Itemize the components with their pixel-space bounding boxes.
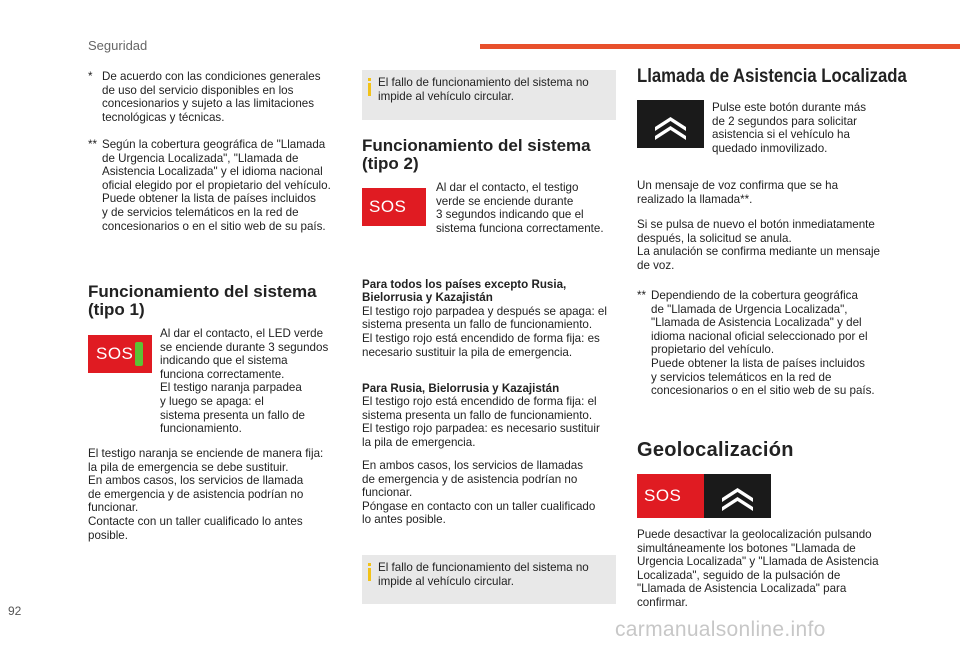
footnote-3-mark: **	[637, 289, 647, 302]
footnote-3: Dependiendo de la cobertura geográfica de "Llamada de Urgencia Localizada", "Llamada de Asistencia Localizada" y del idioma nacional oficial seleccionado por el propietario del vehículo. Puede obtener la lista de países incluidos y servicios telemáticos en la red de concesionarios o en el sitio web de su país.	[651, 289, 875, 398]
watermark: carmanualsonline.info	[615, 618, 826, 641]
header-accent-bar	[480, 44, 960, 49]
heading-system-type-1: Funcionamiento del sistema (tipo 1)	[88, 282, 317, 319]
section-all-countries-title: Para todos los países excepto Rusia, Bielorrusia y Kazajistán	[362, 277, 567, 305]
section-all-countries	[362, 264, 607, 373]
battery-paragraph: El testigo naranja se enciende de manera fija: la pila de emergencia se debe sustituir. En ambos casos, los servicios de llamada de emergencia y de asistencia podrían no funcionar. Contacte con un taller cualificado lo antes posible.	[88, 447, 324, 542]
section-russia-body: El testigo rojo está encendido de forma fija: el sistema presenta un fallo de funcionamiento. El testigo rojo parpadea: es necesario sustituir la pila de emergencia.	[362, 395, 600, 449]
section-title: Seguridad	[88, 38, 148, 53]
green-led-icon	[135, 342, 143, 366]
heading-localized-assistance: Llamada de Asistencia Localizada	[637, 66, 907, 87]
info-icon	[368, 78, 371, 96]
sos-indicator-icon	[362, 188, 426, 226]
chevrons-icon	[704, 474, 771, 518]
both-cases-paragraph: En ambos casos, los servicios de llamadas de emergencia y de asistencia podrían no funcionar. Póngase en contacto con un taller cualificado lo antes posible.	[362, 459, 596, 527]
section-russia	[362, 368, 600, 463]
cancel-paragraph: Si se pulsa de nuevo el botón inmediatamente después, la solicitud se anula. La anulación se confirma mediante un mensaje de voz.	[637, 218, 880, 272]
sos-label: SOS	[96, 344, 134, 363]
section-russia-title: Para Rusia, Bielorrusia y Kazajistán	[362, 381, 560, 395]
footnote-1-mark: *	[88, 70, 93, 83]
page-number: 92	[8, 604, 22, 618]
indicator-description: Al dar el contacto, el testigo verde se enciende durante 3 segundos indicando que el sistema funciona correctamente.	[436, 181, 604, 235]
sos-button-icon[interactable]	[637, 474, 704, 518]
led-description: Al dar el contacto, el LED verde se enciende durante 3 segundos indicando que el sistema funciona correctamente. El testigo naranja parpadea y luego se apaga: el sistema presenta un fallo de funcionamiento.	[160, 327, 329, 436]
assistance-button-icon[interactable]	[637, 100, 704, 148]
heading-system-type-2: Funcionamiento del sistema (tipo 2)	[362, 136, 591, 173]
sos-label: SOS	[369, 197, 407, 216]
sos-label: SOS	[644, 486, 682, 505]
info-note-top	[362, 70, 616, 120]
footnote-2-mark: **	[88, 138, 98, 151]
chevrons-icon	[637, 100, 704, 148]
heading-geolocation: Geolocalización	[637, 439, 794, 461]
assistance-button-icon[interactable]	[704, 474, 771, 518]
assistance-button-description: Pulse este botón durante más de 2 segundos para solicitar asistencia si el vehículo ha quedado inmovilizado.	[712, 101, 867, 155]
info-icon	[368, 563, 371, 581]
geolocation-buttons-icon	[637, 474, 771, 518]
footnote-1: De acuerdo con las condiciones generales de uso del servicio disponibles en los concesionarios y sujeto a las limitaciones tecnológicas y técnicas.	[102, 70, 321, 124]
sos-green-led-icon	[88, 335, 152, 373]
geolocation-paragraph: Puede desactivar la geolocalización pulsando simultáneamente los botones "Llamada de Urgencia Localizada" y "Llamada de Asistencia Localizada", seguido de la pulsación de "Llamada de Asistencia Localizada" para confirmar.	[637, 528, 879, 609]
info-note-top-text: El fallo de funcionamiento del sistema no impide al vehículo circular.	[378, 76, 589, 103]
info-note-bottom	[362, 555, 616, 604]
section-all-countries-body: El testigo rojo parpadea y después se apaga: el sistema presenta un fallo de funcionamiento. El testigo rojo está encendido de forma fija: es necesario sustituir la pila de emergencia.	[362, 304, 607, 359]
voice-confirmation-paragraph: Un mensaje de voz confirma que se ha realizado la llamada**.	[637, 179, 839, 206]
info-note-bottom-text: El fallo de funcionamiento del sistema no impide al vehículo circular.	[378, 561, 589, 588]
footnote-2: Según la cobertura geográfica de "Llamada de Urgencia Localizada", "Llamada de Asistencia Localizada" y el idioma nacional oficial elegido por el propietario del vehículo. Puede obtener la lista de países incluidos y de servicios telemáticos en la red de concesionarios o en el sitio web de su país.	[102, 138, 331, 233]
